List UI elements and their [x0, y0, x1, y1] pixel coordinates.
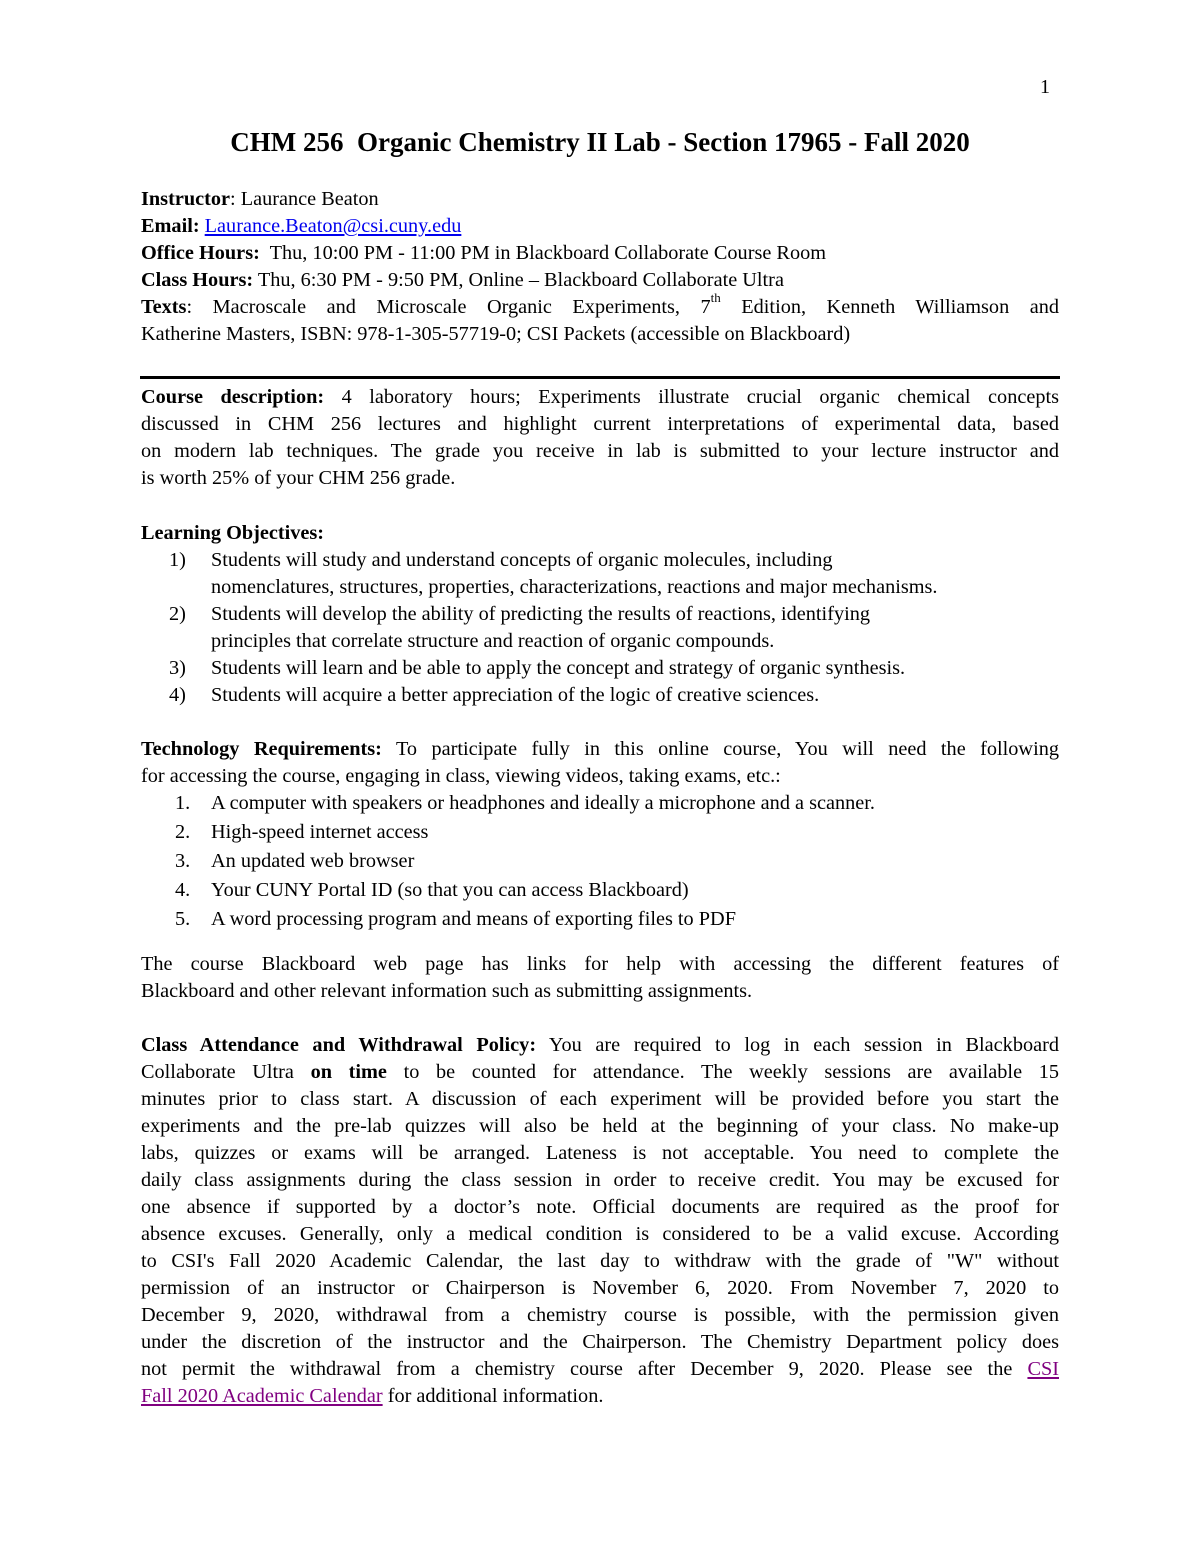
technology-requirements: Technology Requirements: To participate fully in this online course, You will need the following for accessing the course, engaging in class, viewing videos, taking exams, etc.: 1. A computer with speakers or headphones and ideally a microphone and a scanner. 2. High-speed internet access 3. An updated web browser 4. Your CUNY Portal ID (so that you can access Blackboard) 5. A word processing program and means of exporting files to PDF	[141, 736, 1059, 933]
course-description-label: Course description:	[141, 386, 325, 408]
document-title: CHM 256 Organic Chemistry II Lab - Section 17965 - Fall 2020	[230, 127, 970, 157]
csi-calendar-link-continued[interactable]: Fall 2020 Academic Calendar	[141, 1385, 383, 1407]
technology-label: Technology Requirements:	[141, 738, 382, 760]
texts-label: Texts	[141, 296, 187, 318]
class-hours-label: Class Hours:	[141, 269, 254, 291]
texts-line: Texts: Macroscale and Microscale Organic Experiments, 7th Edition, Kenneth Williamson and	[141, 290, 1060, 318]
instructor-name: Laurance Beaton	[235, 188, 379, 210]
course-description: Course description: 4 laboratory hours; Experiments illustrate crucial organic chemical concepts discussed in CHM 256 lectures and highlight current interpretations of experimental data, based on modern lab techniques. The grade you receive in lab is submitted to your lecture instructor and is worth 25% of your CHM 256 grade.	[141, 386, 1060, 489]
list-item: 2. High-speed internet access	[175, 821, 429, 843]
learning-objectives-heading: Learning Objectives:	[141, 522, 325, 544]
blackboard-note: The course Blackboard web page has links for help with accessing the different features of Blackboard and other relevant information such as submitting assignments.	[141, 953, 1059, 1002]
email-line	[141, 213, 1059, 240]
list-item: 5. A word processing program and means of exporting files to PDF	[175, 908, 736, 930]
attendance-policy: Class Attendance and Withdrawal Policy: You are required to log in each session in Blackboard Collaborate Ultra on time to be counted for attendance. The weekly sessions are available 15 minutes prior to class start. A discussion of each experiment will be provided before you start the experiments and the pre-lab quizzes will also be held at the beginning of your class. No make-up labs, quizzes or exams will be arranged. Lateness is not acceptable. You need to complete the daily class assignments during the class session in order to receive credit. You may be excused for one absence if supported by a doctor’s note. Official documents are required as the proof for absence excuses. Generally, only a medical condition is considered to be a valid excuse. According to CSI's Fall 2020 Academic Calendar, the last day to withdraw with the grade of "W" without permission of an instructor or Chairperson is November 6, 2020. From November 7, 2020 to December 9, 2020, withdrawal from a chemistry course is possible, with the permission given under the discretion of the instructor and the Chairperson. The Chemistry Department policy does not permit the withdrawal from a chemistry course after December 9, 2020. Please see the CSI Fall 2020 Academic Calendar for additional information.	[141, 1034, 1059, 1407]
csi-calendar-link[interactable]: CSI	[1027, 1358, 1059, 1380]
office-hours-line: Office Hours: Thu, 10:00 PM - 11:00 PM in Blackboard Collaborate Course Room	[141, 242, 826, 264]
list-item: 2) Students will develop the ability of predicting the results of reactions, identifying principles that correlate structure and reaction of organic compounds.	[169, 603, 871, 652]
attendance-label: Class Attendance and Withdrawal Policy:	[141, 1034, 537, 1056]
list-item: 4) Students will acquire a better appreciation of the logic of creative sciences.	[169, 684, 820, 706]
class-hours-line: Class Hours: Thu, 6:30 PM - 9:50 PM, Online – Blackboard Collaborate Ultra	[141, 269, 784, 291]
email-label: Email:	[141, 215, 200, 237]
email-link[interactable]: Laurance.Beaton@csi.cuny.edu	[204, 215, 462, 237]
instructor-line: Instructor: Laurance Beaton	[141, 188, 379, 210]
course-info	[141, 186, 1059, 348]
list-item: 4. Your CUNY Portal ID (so that you can access Blackboard)	[175, 879, 689, 901]
list-item: 1) Students will study and understand concepts of organic molecules, including nomenclatures, structures, properties, characterizations, reactions and major mechanisms.	[169, 549, 938, 598]
list-item: 3) Students will learn and be able to apply the concept and strategy of organic synthesis.	[169, 657, 906, 679]
office-hours-label: Office Hours:	[141, 242, 260, 264]
page-number: 1	[1040, 76, 1050, 98]
texts-line-2: Katherine Masters, ISBN: 978-1-305-57719-0; CSI Packets (accessible on Blackboard)	[141, 323, 851, 345]
list-item: 1. A computer with speakers or headphones and ideally a microphone and a scanner.	[175, 792, 875, 814]
learning-objectives	[141, 520, 1059, 709]
instructor-label: Instructor	[141, 188, 230, 210]
section-divider	[140, 376, 1060, 379]
list-item: 3. An updated web browser	[175, 850, 415, 872]
